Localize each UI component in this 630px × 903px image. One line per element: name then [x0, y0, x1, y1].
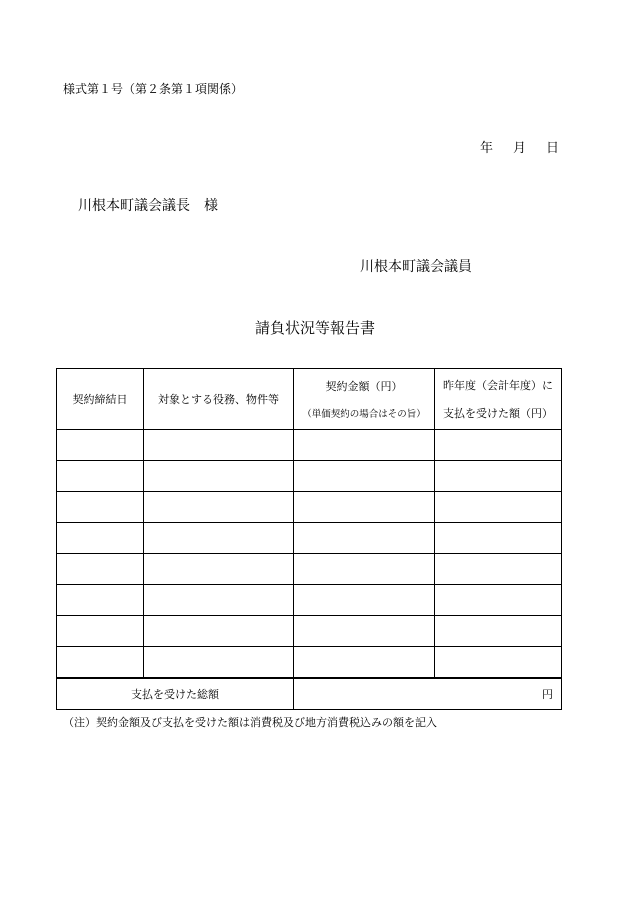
- cell-prev-year[interactable]: [435, 585, 562, 616]
- addressee-name: 川根本町議会議長: [78, 198, 190, 214]
- cell-prev-year[interactable]: [435, 554, 562, 585]
- cell-subject[interactable]: [144, 523, 294, 554]
- table-header-row: [57, 369, 562, 430]
- cell-amount[interactable]: [294, 647, 435, 679]
- date-line: [480, 137, 559, 156]
- page-title: 請負状況等報告書: [254, 319, 375, 337]
- total-row: [57, 678, 562, 710]
- cell-contract-date[interactable]: [57, 461, 144, 492]
- header-amount-note: （単価契約の場合はその旨）: [302, 409, 426, 420]
- cell-contract-date[interactable]: [57, 616, 144, 647]
- cell-amount[interactable]: [294, 461, 435, 492]
- cell-subject[interactable]: [144, 616, 294, 647]
- cell-contract-date[interactable]: [57, 585, 144, 616]
- cell-prev-year[interactable]: [435, 647, 562, 679]
- table-row: [57, 647, 562, 679]
- cell-amount[interactable]: [294, 492, 435, 523]
- sender: 川根本町議会議員: [360, 259, 472, 275]
- header-subject: 対象とする役務、物件等: [144, 369, 294, 430]
- total-label: 支払を受けた総額: [57, 678, 294, 710]
- date-month-label: 月: [513, 141, 527, 156]
- total-amount-cell[interactable]: [294, 678, 562, 710]
- report-table: [56, 368, 562, 710]
- header-contract-date: 契約締結日: [57, 369, 144, 430]
- table-row: [57, 554, 562, 585]
- table-row: [57, 461, 562, 492]
- header-prev-year-line1: 昨年度（会計年度）に: [443, 379, 553, 392]
- header-prev-year-line2: 支払を受けた額（円）: [443, 407, 553, 420]
- cell-contract-date[interactable]: [57, 523, 144, 554]
- cell-amount[interactable]: [294, 585, 435, 616]
- total-unit: 円: [542, 688, 553, 701]
- cell-amount[interactable]: [294, 523, 435, 554]
- cell-amount[interactable]: [294, 616, 435, 647]
- cell-subject[interactable]: [144, 430, 294, 461]
- cell-subject[interactable]: [144, 554, 294, 585]
- cell-subject[interactable]: [144, 647, 294, 679]
- cell-prev-year[interactable]: [435, 430, 562, 461]
- cell-subject[interactable]: [144, 461, 294, 492]
- cell-prev-year[interactable]: [435, 616, 562, 647]
- header-amount-label: 契約金額（円）: [325, 380, 403, 393]
- cell-contract-date[interactable]: [57, 430, 144, 461]
- addressee-honorific: 様: [204, 198, 218, 214]
- cell-subject[interactable]: [144, 492, 294, 523]
- table-row: [57, 430, 562, 461]
- table-row: [57, 616, 562, 647]
- cell-amount[interactable]: [294, 430, 435, 461]
- cell-prev-year[interactable]: [435, 523, 562, 554]
- footnote: （注）契約金額及び支払を受けた額は消費税及び地方消費税込みの額を記入: [63, 716, 437, 729]
- cell-subject[interactable]: [144, 585, 294, 616]
- header-prev-year: [435, 369, 562, 430]
- table-row: [57, 523, 562, 554]
- table-row: [57, 492, 562, 523]
- cell-prev-year[interactable]: [435, 461, 562, 492]
- date-day-label: 日: [546, 141, 560, 156]
- form-number: 様式第１号（第２条第１項関係）: [63, 82, 244, 96]
- cell-contract-date[interactable]: [57, 647, 144, 679]
- cell-contract-date[interactable]: [57, 492, 144, 523]
- cell-prev-year[interactable]: [435, 492, 562, 523]
- header-amount: [294, 369, 435, 430]
- date-year-label: 年: [480, 141, 494, 156]
- cell-contract-date[interactable]: [57, 554, 144, 585]
- addressee: [78, 195, 218, 215]
- table-row: [57, 585, 562, 616]
- cell-amount[interactable]: [294, 554, 435, 585]
